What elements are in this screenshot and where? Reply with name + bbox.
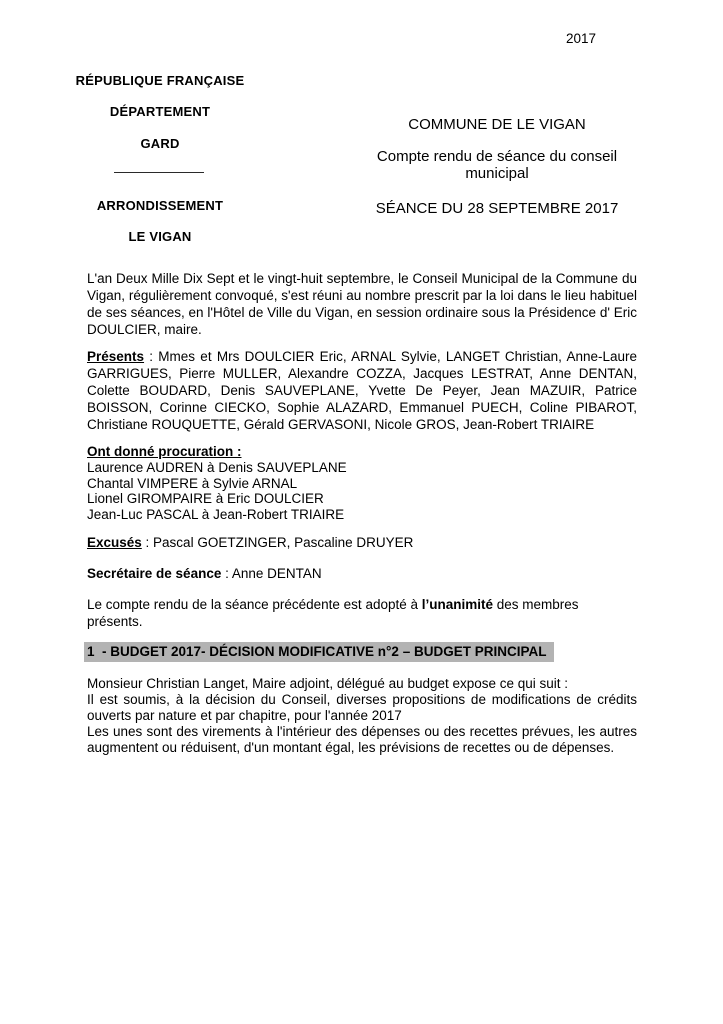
presents-label: Présents bbox=[87, 349, 145, 364]
letterhead-divider-line bbox=[114, 172, 204, 173]
adoption-text-before: Le compte rendu de la séance précédente est adopté à bbox=[87, 597, 422, 612]
secretaire-line bbox=[87, 565, 637, 582]
section1-paragraph: Les unes sont des virements à l'intérieur des dépenses ou des recettes prévues, les autres augmentent ou réduisent, d'un montant égal, les prévisions de recettes ou de dépenses. bbox=[87, 724, 637, 755]
section1-paragraph: Il est soumis, à la décision du Conseil, diverses propositions de modifications de crédits ouverts par nature et par chapitre, pour l'année 2017 bbox=[87, 692, 637, 723]
republique-label: RÉPUBLIQUE FRANÇAISE bbox=[75, 73, 245, 88]
procuration-item: Chantal VIMPERE à Sylvie ARNAL bbox=[87, 475, 298, 491]
presents-paragraph bbox=[87, 348, 637, 433]
departement-name: GARD bbox=[140, 136, 180, 151]
section1-paragraph: Monsieur Christian Langet, Maire adjoint, délégué au budget expose ce qui suit : bbox=[87, 676, 569, 691]
excuses-line bbox=[87, 534, 637, 551]
seance-date: SÉANCE DU 28 SEPTEMBRE 2017 bbox=[375, 200, 619, 217]
intro-paragraph: L'an Deux Mille Dix Sept et le vingt-huit septembre, le Conseil Municipal de la Commune du Vigan, régulièrement convoqué, s'est réuni au nombre prescrit par la loi dans le lieu habituel de ses séances, en l'Hôtel de Ville du Vigan, en session ordinaire sous la Présidence d' Eric DOULCIER, maire. bbox=[87, 271, 637, 337]
section1-heading: 1 - BUDGET 2017- DÉCISION MODIFICATIVE n°2 – BUDGET PRINCIPAL bbox=[84, 642, 554, 662]
procuration-item: Laurence AUDREN à Denis SAUVEPLANE bbox=[87, 460, 347, 475]
secretaire-label: Secrétaire de séance bbox=[87, 566, 222, 581]
commune-title: COMMUNE DE LE VIGAN bbox=[408, 116, 586, 133]
procuration-label: Ont donné procuration : bbox=[87, 444, 242, 459]
document-title: Compte rendu de séance du conseil municipal bbox=[376, 148, 618, 182]
arrondissement-label: ARRONDISSEMENT bbox=[96, 198, 224, 213]
excuses-label: Excusés bbox=[87, 535, 142, 550]
arrondissement-name: LE VIGAN bbox=[128, 229, 192, 244]
procuration-block bbox=[87, 443, 637, 522]
procuration-item: Jean-Luc PASCAL à Jean-Robert TRIAIRE bbox=[87, 506, 345, 522]
departement-label: DÉPARTEMENT bbox=[109, 104, 211, 119]
presents-names: : Mmes et Mrs DOULCIER Eric, ARNAL Sylvie, LANGET Christian, Anne-Laure GARRIGUES, Pierre MULLER, Alexandre COZZA, Jacques LESTRAT, Anne DENTAN, Colette BOUDARD, Denis SAUVEPLANE, Yvette De Peyer, Jean MAZUIR, Patrice BOISSON, Corinne CIECKO, Sophie ALAZARD, Emmanuel PUECH, Coline PIBAROT, Christiane ROUQUETTE, Gérald GERVASONI, Nicole GROS, Jean-Robert TRIAIRE bbox=[87, 349, 637, 432]
secretaire-name: : Anne DENTAN bbox=[221, 566, 322, 581]
page-year: 2017 bbox=[566, 31, 597, 46]
section1-heading-wrap bbox=[87, 642, 637, 662]
adoption-text-after: des membres présents. bbox=[87, 597, 579, 629]
adoption-line bbox=[87, 596, 637, 630]
header-right bbox=[372, 116, 622, 217]
adoption-unanimite: l’unanimité bbox=[421, 597, 494, 612]
section1-body bbox=[87, 676, 637, 756]
excuses-names: : Pascal GOETZINGER, Pascaline DRUYER bbox=[141, 535, 414, 550]
procuration-item: Lionel GIROMPAIRE à Eric DOULCIER bbox=[87, 491, 324, 506]
document-body bbox=[87, 270, 637, 756]
